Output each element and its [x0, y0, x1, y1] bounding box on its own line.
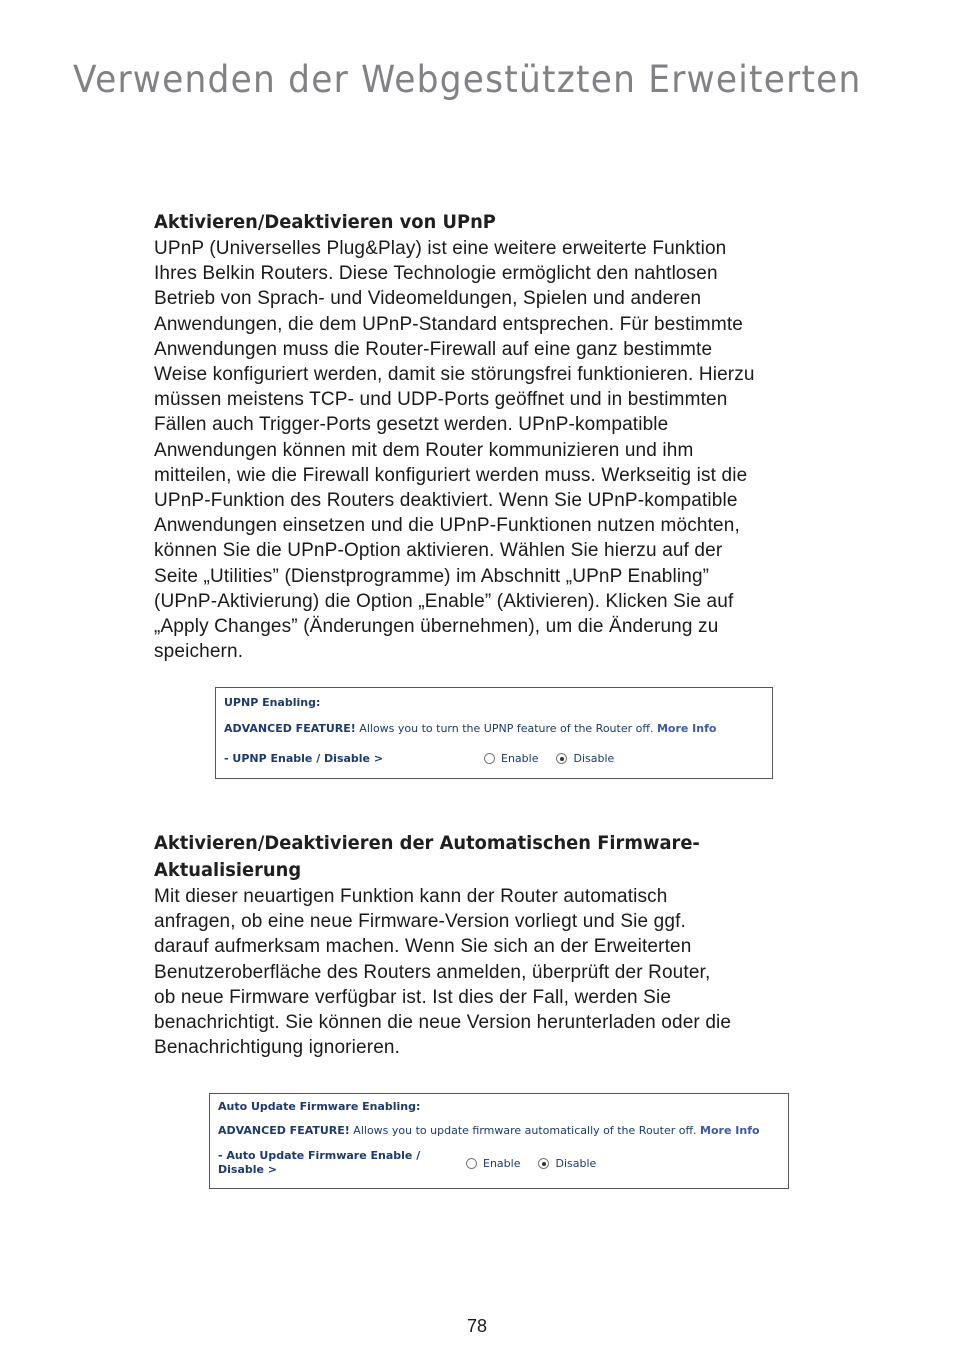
firmware-row-label: - Auto Update Firmware Enable / Disable >	[218, 1149, 421, 1176]
page-number: 78	[466, 1316, 488, 1336]
panel-title: Auto Update Firmware Enabling:	[218, 1100, 421, 1113]
advanced-feature-text	[224, 722, 716, 735]
upnp-enable-radio[interactable]	[484, 753, 495, 764]
firmware-settings-panel	[209, 1093, 789, 1189]
advanced-feature-label: ADVANCED FEATURE!	[218, 1124, 350, 1137]
page-title: Verwenden der Webgestützten Erweiterten	[73, 58, 862, 101]
more-info-link[interactable]: More Info	[656, 722, 717, 735]
upnp-radio-group	[484, 752, 632, 765]
firmware-radio-group	[466, 1157, 614, 1170]
section-heading-upnp: Aktivieren/Deaktivieren von UPnP	[154, 211, 496, 233]
upnp-row-label: - UPNP Enable / Disable >	[224, 752, 384, 765]
firmware-enable-label[interactable]: Enable	[483, 1157, 521, 1170]
firmware-disable-label[interactable]: Disable	[555, 1157, 597, 1170]
panel-title: UPNP Enabling:	[224, 696, 321, 709]
advanced-feature-label: ADVANCED FEATURE!	[224, 722, 356, 735]
more-info-link[interactable]: More Info	[700, 1124, 760, 1137]
upnp-settings-panel	[215, 687, 773, 779]
upnp-disable-radio[interactable]	[556, 753, 567, 764]
section-upnp	[154, 209, 864, 664]
section-heading-firmware: Aktivieren/Deaktivieren der Automatischen Firmware- Aktualisierung	[154, 832, 700, 881]
feature-description: Allows you to turn the UPNP feature of the Router off.	[355, 722, 657, 735]
advanced-feature-text	[218, 1124, 760, 1137]
section-firmware	[154, 830, 864, 1060]
firmware-enable-radio[interactable]	[466, 1158, 477, 1169]
section-body-upnp: UPnP (Universelles Plug&Play) ist eine weitere erweiterte Funktion Ihres Belkin Routers. Diese Technologie ermöglicht den nahtlosen Betrieb von Sprach- und Videomeldungen, Spielen und anderen Anwendungen, die dem UPnP-Standard entsprechen. Für bestimmte Anwendungen muss die Router-Firewall auf eine ganz bestimmte Weise konfiguriert werden, damit sie störungsfrei funktionieren. Hierzu müssen meistens TCP- und UDP-Ports geöffnet und in bestimmten Fällen auch Trigger-Ports gesetzt werden. UPnP-kompatible Anwendungen können mit dem Router kommunizieren und ihm mitteilen, wie die Firewall konfiguriert werden muss. Werkseitig ist die UPnP-Funktion des Routers deaktiviert. Wenn Sie UPnP-kompatible Anwendungen einsetzen und die UPnP-Funktionen nutzen möchten, können Sie die UPnP-Option aktivieren. Wählen Sie hierzu auf der Seite „Utilities” (Dienstprogramme) im Abschnitt „UPnP Enabling” (UPnP-Aktivierung) die Option „Enable” (Aktivieren). Klicken Sie auf „Apply Changes” (Änderungen übernehmen), um die Änderung zu speichern.	[154, 238, 755, 663]
upnp-enable-label[interactable]: Enable	[501, 752, 539, 765]
section-body-firmware: Mit dieser neuartigen Funktion kann der Router automatisch anfragen, ob eine neue Firmware-Version vorliegt und Sie ggf. darauf aufmerksam machen. Wenn Sie sich an der Erweiterten Benutzeroberfläche des Routers anmelden, überprüft der Router, ob neue Firmware verfügbar ist. Ist dies der Fall, werden Sie benachrichtigt. Sie können die neue Version herunterladen oder die Benachrichtigung ignorieren.	[154, 886, 732, 1059]
upnp-disable-label[interactable]: Disable	[573, 752, 615, 765]
feature-description: Allows you to update firmware automatically of the Router off.	[349, 1124, 701, 1137]
firmware-disable-radio[interactable]	[538, 1158, 549, 1169]
